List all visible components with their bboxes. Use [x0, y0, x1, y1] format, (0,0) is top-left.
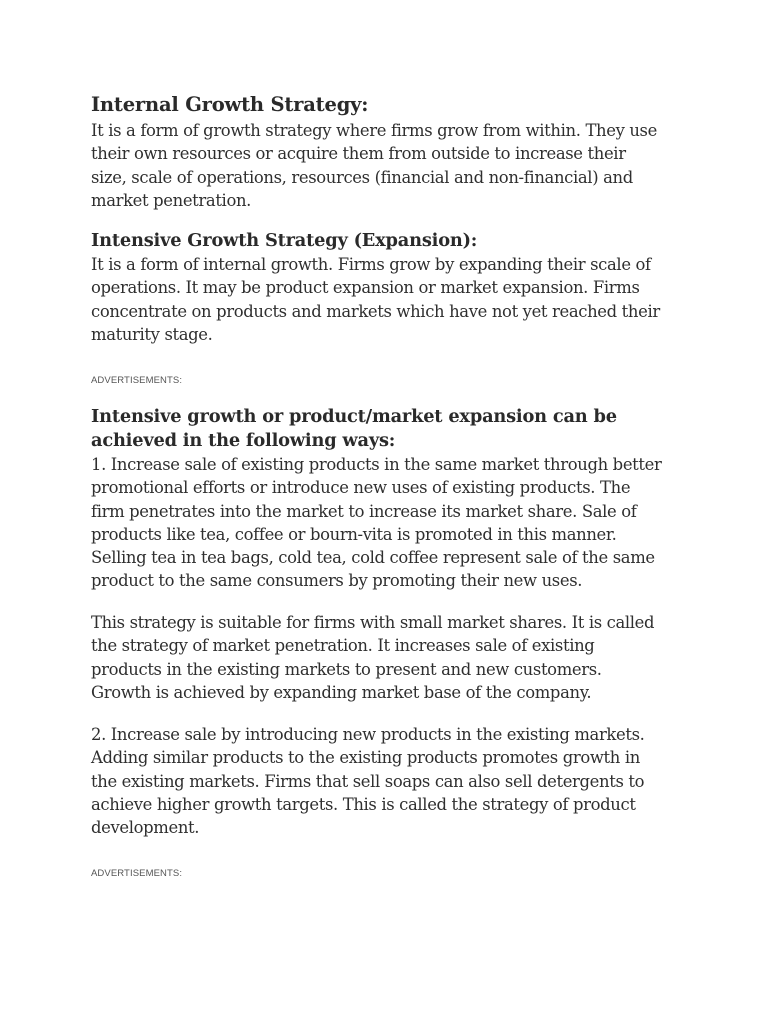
text-line: Adding similar products to the existing products promotes growth in [91, 748, 640, 768]
text-line: 2. Increase sale by introducing new products in the existing markets. [91, 725, 645, 744]
text-line: firm penetrates into the market to increase its market share. Sale of [91, 501, 637, 521]
paragraph-point-1 [91, 453, 661, 593]
paragraph-point-2 [91, 723, 645, 839]
text-line: achieve higher growth targets. This is called the strategy of product [91, 794, 636, 814]
heading-internal-growth-strategy: Internal Growth Strategy: [91, 93, 369, 116]
text-line: Growth is achieved by expanding market base of the company. [91, 682, 592, 702]
paragraph-intensive-growth [91, 253, 660, 346]
text-line: 1. Increase sale of existing products in the same market through better [91, 455, 662, 474]
text-line: It is a form of internal growth. Firms grow by expanding their scale of [91, 255, 651, 274]
text-line: product to the same consumers by promoting their new uses. [91, 571, 583, 591]
text-line: products in the existing markets to present and new customers. [91, 659, 602, 679]
text-line: promotional efforts or introduce new uses of existing products. The [91, 478, 631, 498]
heading-expansion-ways [91, 405, 617, 453]
paragraph-internal-growth [91, 119, 657, 212]
text-line: Selling tea in tea bags, cold tea, cold coffee represent sale of the same [91, 548, 655, 568]
text-line: the strategy of market penetration. It increases sale of existing [91, 636, 595, 656]
heading-line: Intensive growth or product/market expansion can be [91, 406, 617, 427]
text-line: market penetration. [91, 190, 252, 210]
text-line: their own resources or acquire them from outside to increase their [91, 144, 626, 164]
text-line: the existing markets. Firms that sell soaps can also sell detergents to [91, 771, 645, 791]
heading-line: achieved in the following ways: [91, 430, 396, 451]
advertisements-label: ADVERTISEMENTS: [91, 375, 183, 386]
text-line: It is a form of growth strategy where firms grow from within. They use [91, 121, 657, 140]
text-line: development. [91, 818, 200, 838]
text-line: concentrate on products and markets which have not yet reached their [91, 301, 660, 321]
text-line: This strategy is suitable for firms with small market shares. It is called [91, 613, 655, 632]
text-line: operations. It may be product expansion or market expansion. Firms [91, 278, 640, 298]
paragraph-market-penetration [91, 611, 654, 704]
text-line: size, scale of operations, resources (financial and non-financial) and [91, 167, 633, 187]
advertisements-label: ADVERTISEMENTS: [91, 868, 183, 879]
heading-intensive-growth-strategy: Intensive Growth Strategy (Expansion): [91, 230, 478, 251]
text-line: maturity stage. [91, 324, 213, 344]
text-line: products like tea, coffee or bourn-vita is promoted in this manner. [91, 524, 617, 544]
